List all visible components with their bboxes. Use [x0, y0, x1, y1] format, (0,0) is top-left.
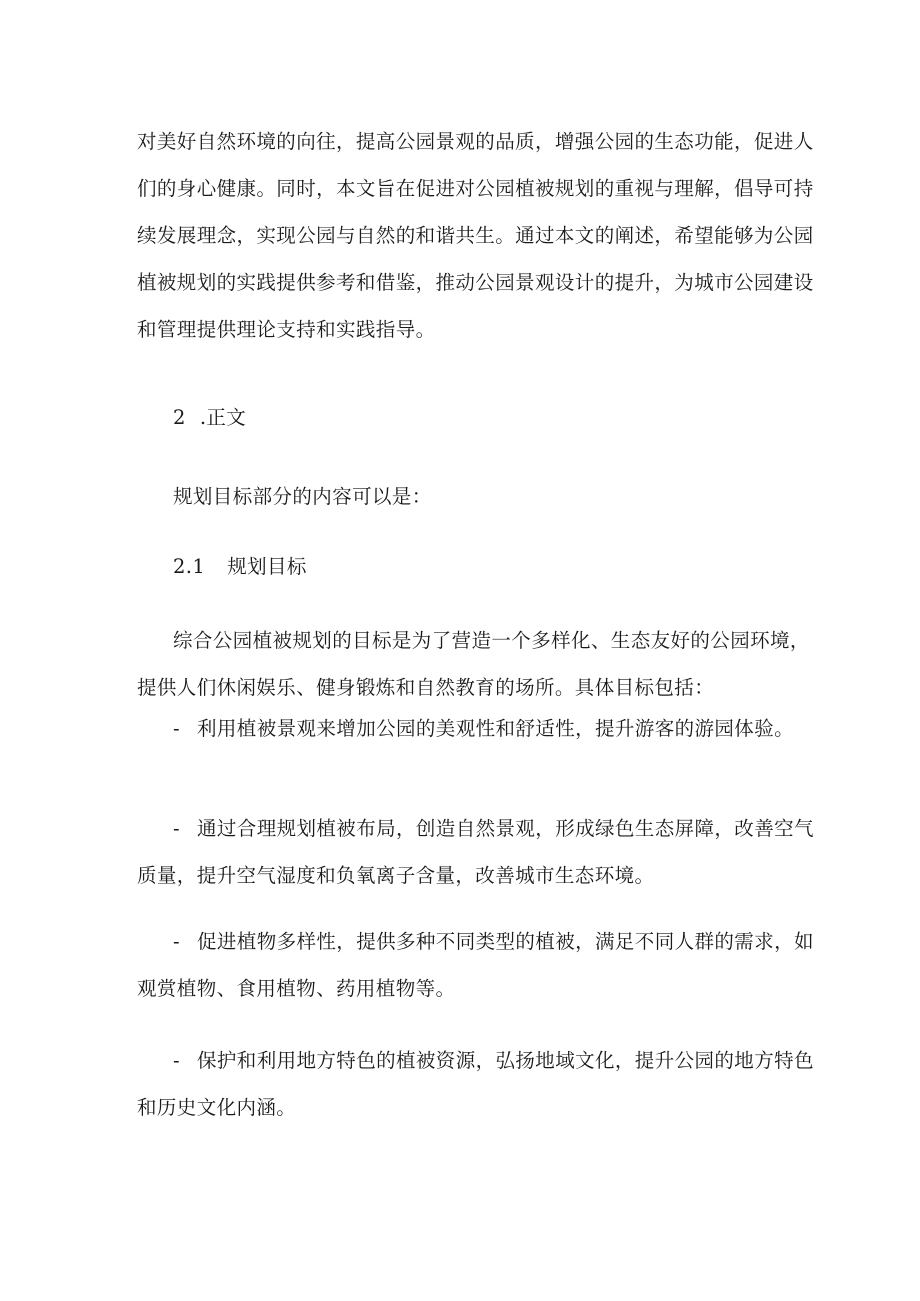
section-2-title: .正文 [199, 406, 247, 429]
bullet-item-1 [137, 705, 795, 752]
bullet-2-text-1: 通过合理规划植被布局，创造自然景观，形成绿色生态屏障，改善空气 [197, 817, 814, 840]
goal-line-1: 综合公园植被规划的目标是为了营造一个多样化、生态友好的公园环境， [173, 629, 810, 652]
section-2-1-heading [173, 543, 307, 590]
section-2-1-title: 规划目标 [227, 555, 307, 578]
bullet-1-marker: - [173, 717, 180, 740]
section-2-heading [173, 394, 246, 441]
bullet-1-line-1 [137, 705, 795, 752]
bullet-4-line-2: 和历史文化内涵。 [137, 1096, 297, 1119]
bullet-item-4 [137, 1037, 814, 1131]
intro-line-3: 续发展理念，实现公园与自然的和谐共生。通过本文的阐述，希望能够为公园 [137, 224, 814, 247]
bullet-4-line-1 [137, 1037, 814, 1084]
bullet-3-marker: - [173, 930, 180, 953]
bullet-4-text-1: 保护和利用地方特色的植被资源，弘扬地域文化，提升公园的地方特色 [197, 1049, 814, 1072]
intro-paragraph [137, 118, 814, 353]
intro-line-5: 和管理提供理论支持和实践指导。 [137, 318, 436, 341]
section-2-intro: 规划目标部分的内容可以是： [173, 485, 432, 508]
bullet-item-3 [137, 918, 814, 1012]
bullet-2-line-2: 质量，提升空气湿度和负氧离子含量，改善城市生态环境。 [137, 864, 655, 887]
bullet-4-marker: - [173, 1049, 180, 1072]
bullet-2-marker: - [173, 817, 180, 840]
intro-line-2: 们的身心健康。同时，本文旨在促进对公园植被规划的重视与理解，倡导可持 [137, 177, 814, 200]
bullet-item-2 [137, 805, 814, 899]
goal-paragraph [137, 617, 810, 711]
bullet-1-text-1: 利用植被景观来增加公园的美观性和舒适性，提升游客的游园体验。 [197, 717, 795, 740]
section-2-1-number: 2.1 [173, 555, 206, 578]
bullet-3-text-1: 促进植物多样性，提供多种不同类型的植被，满足不同人群的需求，如 [197, 930, 814, 953]
intro-line-4: 植被规划的实践提供参考和借鉴，推动公园景观设计的提升，为城市公园建设 [137, 271, 814, 294]
bullet-3-line-1 [137, 918, 814, 965]
goal-line-2: 提供人们休闲娱乐、健身锻炼和自然教育的场所。具体目标包括： [137, 676, 715, 699]
section-2-number: 2 [173, 406, 186, 429]
bullet-3-line-2: 观赏植物、食用植物、药用植物等。 [137, 977, 456, 1000]
bullet-2-line-1 [137, 805, 814, 852]
intro-line-1: 对美好自然环境的向往，提高公园景观的品质，增强公园的生态功能，促进人 [137, 130, 814, 153]
